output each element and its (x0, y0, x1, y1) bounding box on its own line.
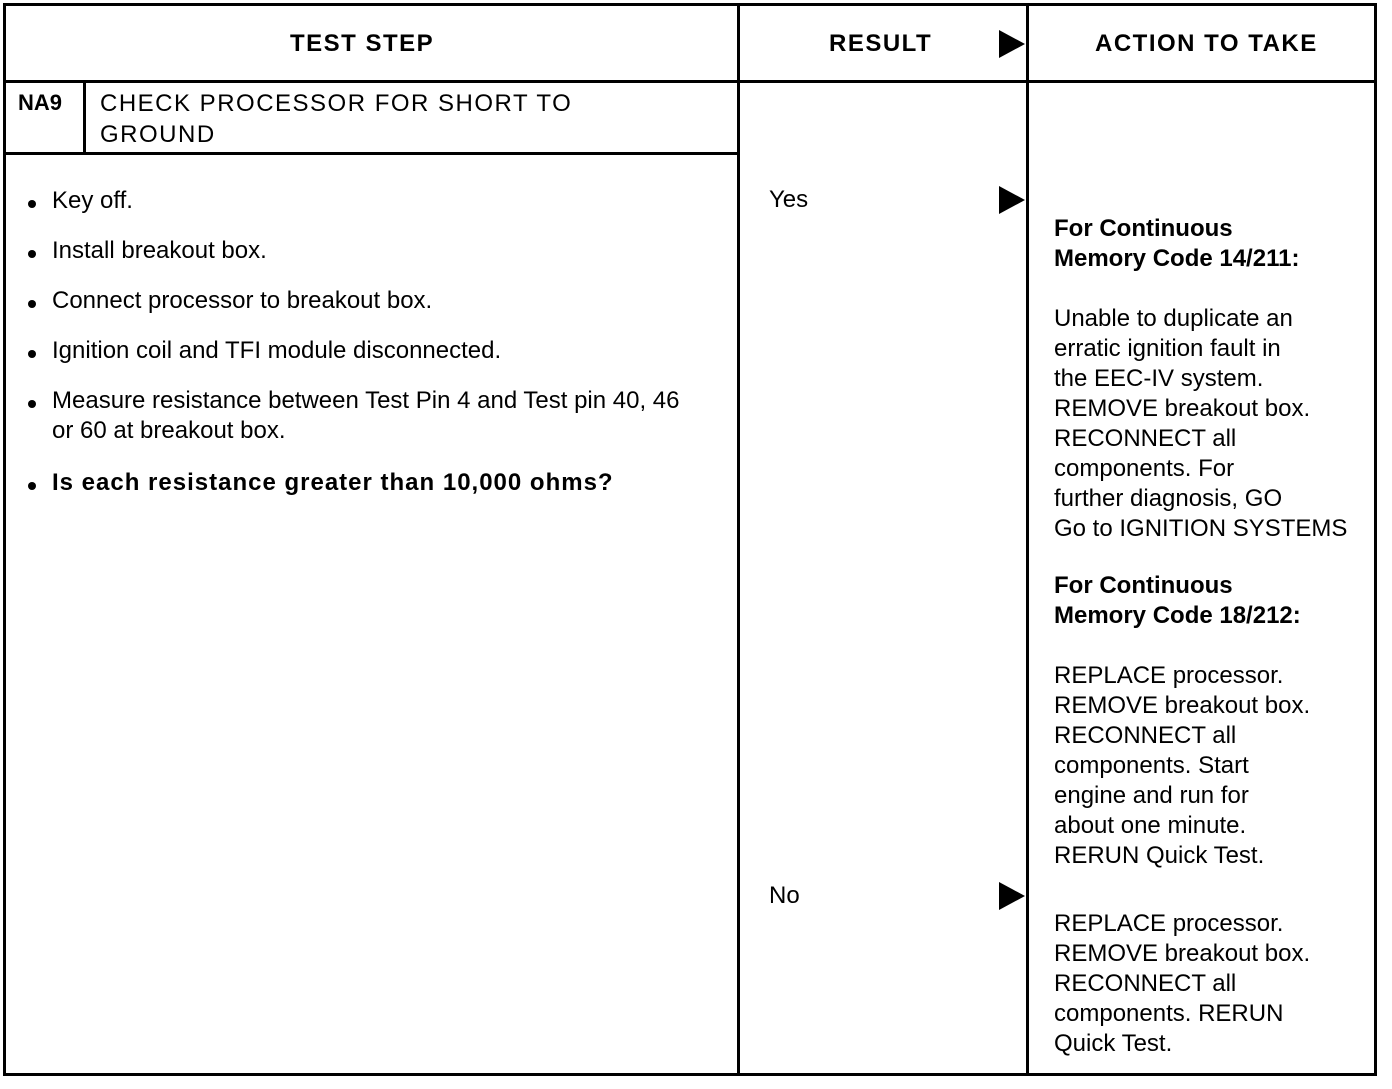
list-item: Key off. (24, 186, 724, 216)
action-yes-block-2 (1054, 541, 1384, 901)
action-yes-block-1-heading: For Continuous Memory Code 14/211: (1054, 215, 1300, 272)
column-divider-result (737, 3, 740, 1076)
header-action: ACTION TO TAKE (1095, 30, 1318, 57)
action-yes-block-1 (1054, 184, 1384, 574)
list-item: Ignition coil and TFI module disconnected. (24, 336, 724, 366)
list-item-question: Is each resistance greater than 10,000 ohms? (24, 468, 724, 498)
header-bottom-border (3, 80, 1377, 83)
action-yes-block-2-text: REPLACE processor. REMOVE breakout box. RECONNECT all components. Start engine and run for about one minute. RERUN Quick Test. (1054, 662, 1311, 869)
list-item: Install breakout box. (24, 236, 724, 266)
step-id-divider (83, 80, 86, 155)
result-yes-arrow-icon (999, 186, 1025, 214)
action-yes-block-1-text: Unable to duplicate an erratic ignition fault in the EEC-IV system. REMOVE breakout box. RECONNECT all components. For further diagnosis, GO Go to IGNITION SYSTEMS (1054, 305, 1348, 542)
result-no-arrow-icon (999, 882, 1025, 910)
action-no-text: REPLACE processor. REMOVE breakout box. RECONNECT all components. RERUN Quick Test. (1054, 910, 1311, 1057)
column-divider-action (1026, 3, 1029, 1076)
action-yes-block-2-heading: For Continuous Memory Code 18/212: (1054, 572, 1301, 629)
header-test-step: TEST STEP (290, 30, 435, 57)
step-instructions (24, 186, 724, 518)
result-no: No (769, 882, 800, 909)
header-result: RESULT (829, 30, 933, 57)
header-arrow-icon (999, 30, 1025, 58)
table-top-border (3, 3, 1377, 6)
step-id: NA9 (18, 90, 63, 115)
step-title-bottom-border (3, 152, 740, 155)
list-item: Connect processor to breakout box. (24, 286, 724, 316)
result-yes: Yes (769, 186, 809, 213)
table-left-border (3, 3, 6, 1076)
list-item: Measure resistance between Test Pin 4 and Test pin 40, 46 or 60 at breakout box. (24, 386, 692, 446)
step-title: CHECK PROCESSOR FOR SHORT TO GROUND (100, 90, 573, 148)
action-no (1054, 879, 1384, 1089)
